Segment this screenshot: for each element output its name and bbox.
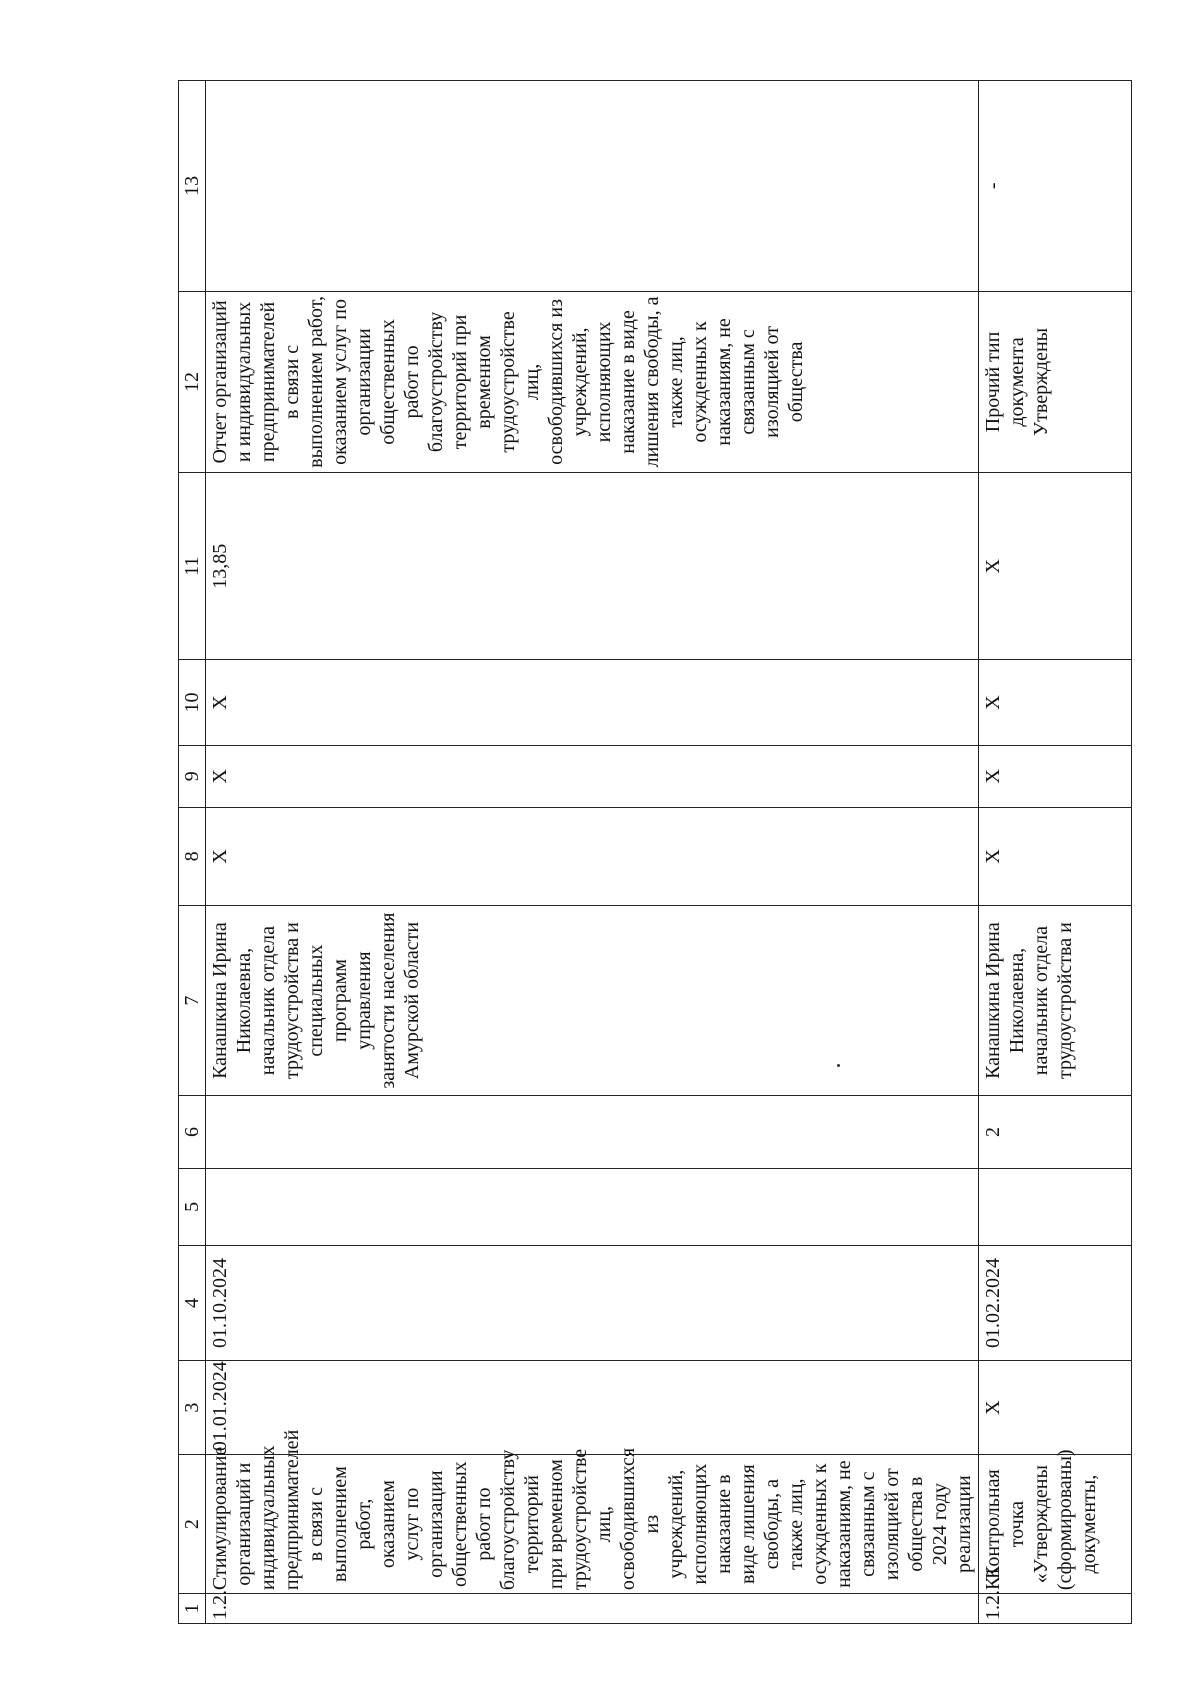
table-row <box>206 81 979 1624</box>
rotated-table-wrapper <box>178 80 1100 1624</box>
header-cell-4: 4 <box>179 1245 206 1360</box>
budget-amount: 13,85 <box>206 473 979 660</box>
row-number: 1.2.К1 <box>979 1594 1132 1624</box>
responsible-person: Канашкина Ирина Николаевна, начальник отдела трудоустройства и специальных программ управления занятости населения Амурской области <box>206 905 979 1095</box>
start-date: 01.01.2024 <box>206 1361 979 1455</box>
cell-col-8: X <box>206 807 979 905</box>
cell-col-5 <box>206 1168 979 1245</box>
header-cell-6: 6 <box>179 1096 206 1169</box>
header-cell-8: 8 <box>179 807 206 905</box>
header-row <box>179 81 206 1624</box>
result-document: Прочий тип документа Утверждены <box>979 291 1132 473</box>
header-cell-1: 1 <box>179 1594 206 1624</box>
header-cell-12: 12 <box>179 291 206 473</box>
header-cell-5: 5 <box>179 1168 206 1245</box>
end-date: 01.02.2024 <box>979 1245 1132 1360</box>
activity-name: Стимулирование организаций и индивидуальных предпринимателей в связи с выполнением работ, оказанием услуг по организации общественных работ по благоустройству территорий при временном трудоустройстве лиц, освободившихся из учреждений, исполняющих наказание в виде лишения свободы, а также лиц, осужденных к наказаниям, не связанным с изоляцией от общества в 2024 году реализации <box>206 1455 979 1594</box>
header-cell-11: 11 <box>179 473 206 660</box>
header-cell-13: 13 <box>179 81 206 292</box>
plan-table <box>178 80 1132 1624</box>
header-cell-2: 2 <box>179 1455 206 1594</box>
cell-col-10: X <box>979 660 1132 745</box>
budget-amount: X <box>979 473 1132 660</box>
cell-col-6 <box>206 1096 979 1169</box>
cell-col-13: - <box>979 81 1132 292</box>
header-cell-3: 3 <box>179 1361 206 1455</box>
cell-col-6: 2 <box>979 1096 1132 1169</box>
cell-col-13 <box>206 81 979 292</box>
cell-col-9: X <box>206 745 979 807</box>
responsible-person: Канашкина Ирина Николаевна, начальник отдела трудоустройства и <box>979 905 1132 1095</box>
scan-speck <box>837 1064 840 1067</box>
end-date: 01.10.2024 <box>206 1245 979 1360</box>
cell-col-9: X <box>979 745 1132 807</box>
cell-col-10: X <box>206 660 979 745</box>
table-row <box>979 81 1132 1624</box>
activity-name: Контрольная точка «Утверждены (сформированы) документы, <box>979 1455 1132 1594</box>
start-date: X <box>979 1361 1132 1455</box>
cell-col-5 <box>979 1168 1132 1245</box>
header-cell-10: 10 <box>179 660 206 745</box>
header-cell-9: 9 <box>179 745 206 807</box>
cell-col-8: X <box>979 807 1132 905</box>
result-document: Отчет организаций и индивидуальных предпринимателей в связи с выполнением работ, оказанием услуг по организации общественных работ по благоустройству территорий при временном трудоустройстве лиц, освободившихся из учреждений, исполняющих наказание в виде лишения свободы, а также лиц, осужденных к наказаниям, не связанным с изоляцией от общества <box>206 291 979 473</box>
row-number: 1.2. <box>206 1594 979 1624</box>
header-cell-7: 7 <box>179 905 206 1095</box>
